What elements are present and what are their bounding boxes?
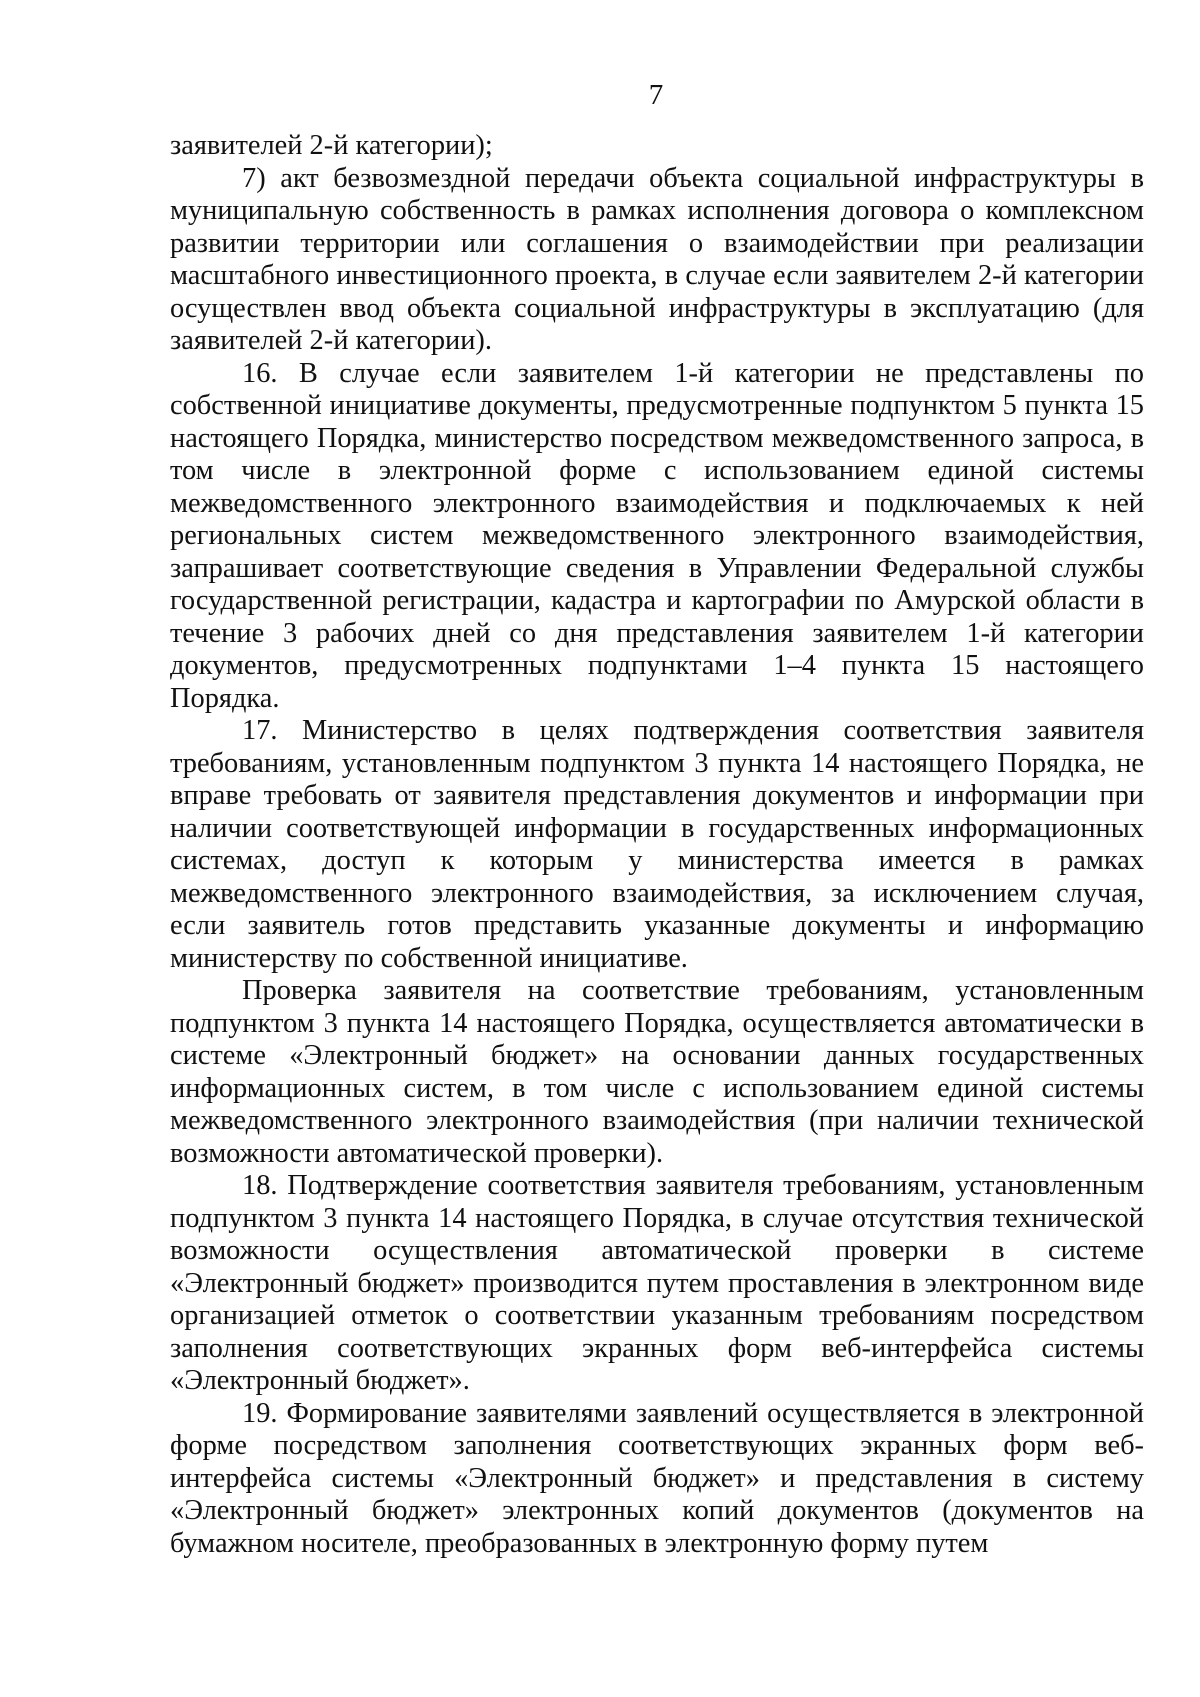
paragraph-18: 18. Подтверждение соответствия заявителя требованиям, установленным подпунктом 3 пункта 14 настоящего Порядка, в случае отсутствия технической возможности осуществления автоматической проверки в системе «Электронный бюджет» производится путем проставления в электронном виде организацией отметок о соответствии указанным требованиям посредством заполнения соответствующих экранных форм веб-интерфейса системы «Электронный бюджет». [170,1170,1144,1396]
paragraph-17: 17. Министерство в целях подтверждения соответствия заявителя требованиям, установленным подпунктом 3 пункта 14 настоящего Порядка, не вправе требовать от заявителя представления документов и информации при наличии соответствующей информации в государственных информационных системах, доступ к которым у министерства имеется в рамках межведомственного электронного взаимодействия, за исключением случая, если заявитель готов представить указанные документы и информацию министерству по собственной инициативе. [170,715,1144,974]
paragraph-16: 16. В случае если заявителем 1-й категории не представлены по собственной инициативе документы, предусмотренные подпунктом 5 пункта 15 настоящего Порядка, министерство посредством межведомственного запроса, в том числе в электронной форме с использованием единой системы межведомственного электронного взаимодействия и подключаемых к ней региональных систем межведомственного электронного взаимодействия, запрашивает соответствующие сведения в Управлении Федеральной службы государственной регистрации, кадастра и картографии по Амурской области в течение 3 рабочих дней со дня представления заявителем 1-й категории документов, предусмотренных подпунктами 1–4 пункта 15 настоящего Порядка. [170,357,1144,714]
document-body [170,130,1144,1560]
paragraph-verification: Проверка заявителя на соответствие требованиям, установленным подпунктом 3 пункта 14 настоящего Порядка, осуществляется автоматически в системе «Электронный бюджет» на основании данных государственных информационных систем, в том числе с использованием единой системы межведомственного электронного взаимодействия (при наличии технической возможности автоматической проверки). [170,975,1144,1169]
paragraph-item-7: 7) акт безвозмездной передачи объекта социальной инфраструктуры в муниципальную собственность в рамках исполнения договора о комплексном развитии территории или соглашения о взаимодействии при реализации масштабного инвестиционного проекта, в случае если заявителем 2-й категории осуществлен ввод объекта социальной инфраструктуры в эксплуатацию (для заявителей 2-й категории). [170,162,1144,356]
page-number: 7 [648,79,664,111]
paragraph-19: 19. Формирование заявителями заявлений осуществляется в электронной форме посредством заполнения соответствующих экранных форм веб-интерфейса системы «Электронный бюджет» и представления в систему «Электронный бюджет» электронных копий документов (документов на бумажном носителе, преобразованных в электронную форму путем [170,1397,1144,1559]
paragraph-continuation: заявителей 2-й категории); [170,130,493,161]
